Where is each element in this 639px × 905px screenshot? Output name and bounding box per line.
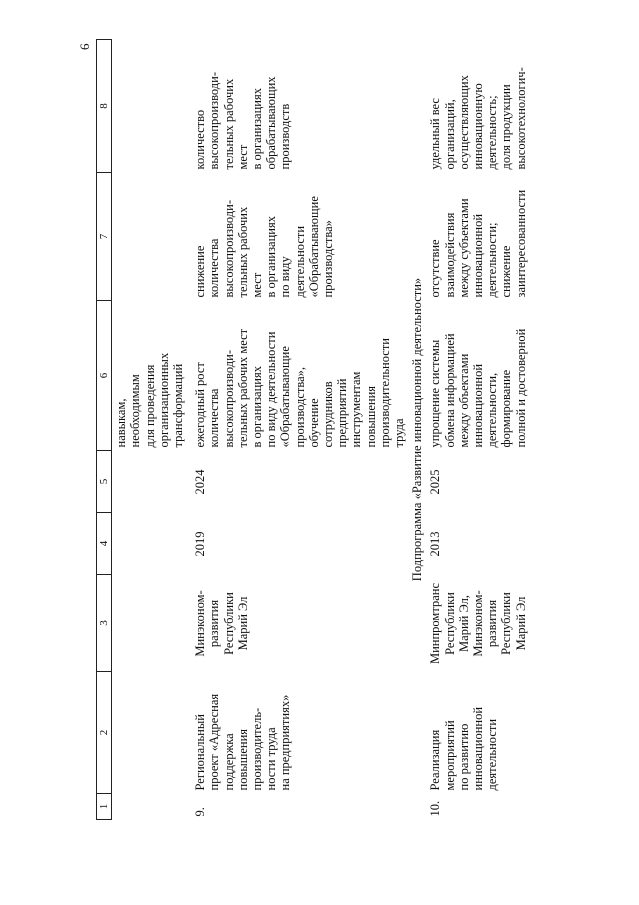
table-row-10: [428, 40, 527, 820]
row-consequence: отсутствие взаимодействия между субъектами инновационной деятельности; снижение заинтересованности: [428, 189, 528, 298]
row-name: Реализация мероприятий по развитию инновационной деятельности: [428, 706, 500, 791]
col-3-header: 3: [97, 575, 112, 672]
row-executor: Минэконом- развития Республики Марий Эл: [193, 590, 250, 657]
col-5-header: 5: [97, 451, 112, 513]
header-row: [97, 40, 112, 820]
col-6-header: 6: [97, 301, 112, 451]
row-consequence: [112, 173, 186, 301]
col-8-header: 8: [97, 40, 112, 173]
row-num: [112, 794, 186, 820]
col-2-header: 2: [97, 672, 112, 794]
row-result: упрощение системы обмена информацией между объектами инновационной деятельности, формирование полной и достоверной: [428, 328, 528, 448]
measures-table: [96, 39, 528, 820]
row-result: навыкам, необходимым для проведения организационных трансформаций: [114, 352, 186, 448]
row-indicator: удельный вес организаций, осуществляющих инновационную деятельность; доля продукции высокотехнологич-: [428, 67, 528, 170]
subprogram-row: [406, 40, 428, 820]
row-indicator: количество высокопроизводи- тельных рабочих мест в организациях обрабатывающих производств: [193, 71, 293, 170]
table-row-continuation: [112, 40, 186, 820]
document-table-rotated: [96, 40, 596, 820]
row-executor: Минпромтранс Республики Марий Эл, Минэконом- развития Республики Марий Эл: [428, 583, 528, 665]
table-row-9: [193, 40, 406, 820]
row-start: 2013: [428, 531, 443, 557]
row-end: 2024: [193, 469, 208, 495]
col-1-header: 1: [97, 794, 112, 820]
row-num: 9.: [193, 807, 208, 817]
row-indicator: [112, 40, 186, 173]
row-num: 10.: [428, 800, 443, 817]
row-consequence: снижение количества высокопроизводи- тельных рабочих мест в организациях по виду деятельности «Обрабатывающие производства»: [193, 196, 336, 298]
row-end: [112, 451, 186, 513]
col-4-header: 4: [97, 513, 112, 575]
page-number: 6: [77, 43, 92, 50]
col-7-header: 7: [97, 173, 112, 301]
subprogram-title: Подпрограмма «Развитие инновационной деятельности»: [410, 277, 425, 582]
row-result: ежегодный рост количества высокопроизводи- тельных рабочих мест в организациях по виду деятельности «Обрабатывающие производства», обучение сотрудников предприятий инструментам повышения производительности труда: [193, 328, 407, 448]
row-end: 2025: [428, 469, 443, 495]
row-start: [112, 513, 186, 575]
row-start: 2019: [193, 531, 208, 557]
row-name: Региональный проект «Адресная поддержка повышения производитель- ности труда на предприятиях»: [193, 693, 293, 791]
row-executor: [112, 575, 186, 672]
row-name: [112, 672, 186, 794]
